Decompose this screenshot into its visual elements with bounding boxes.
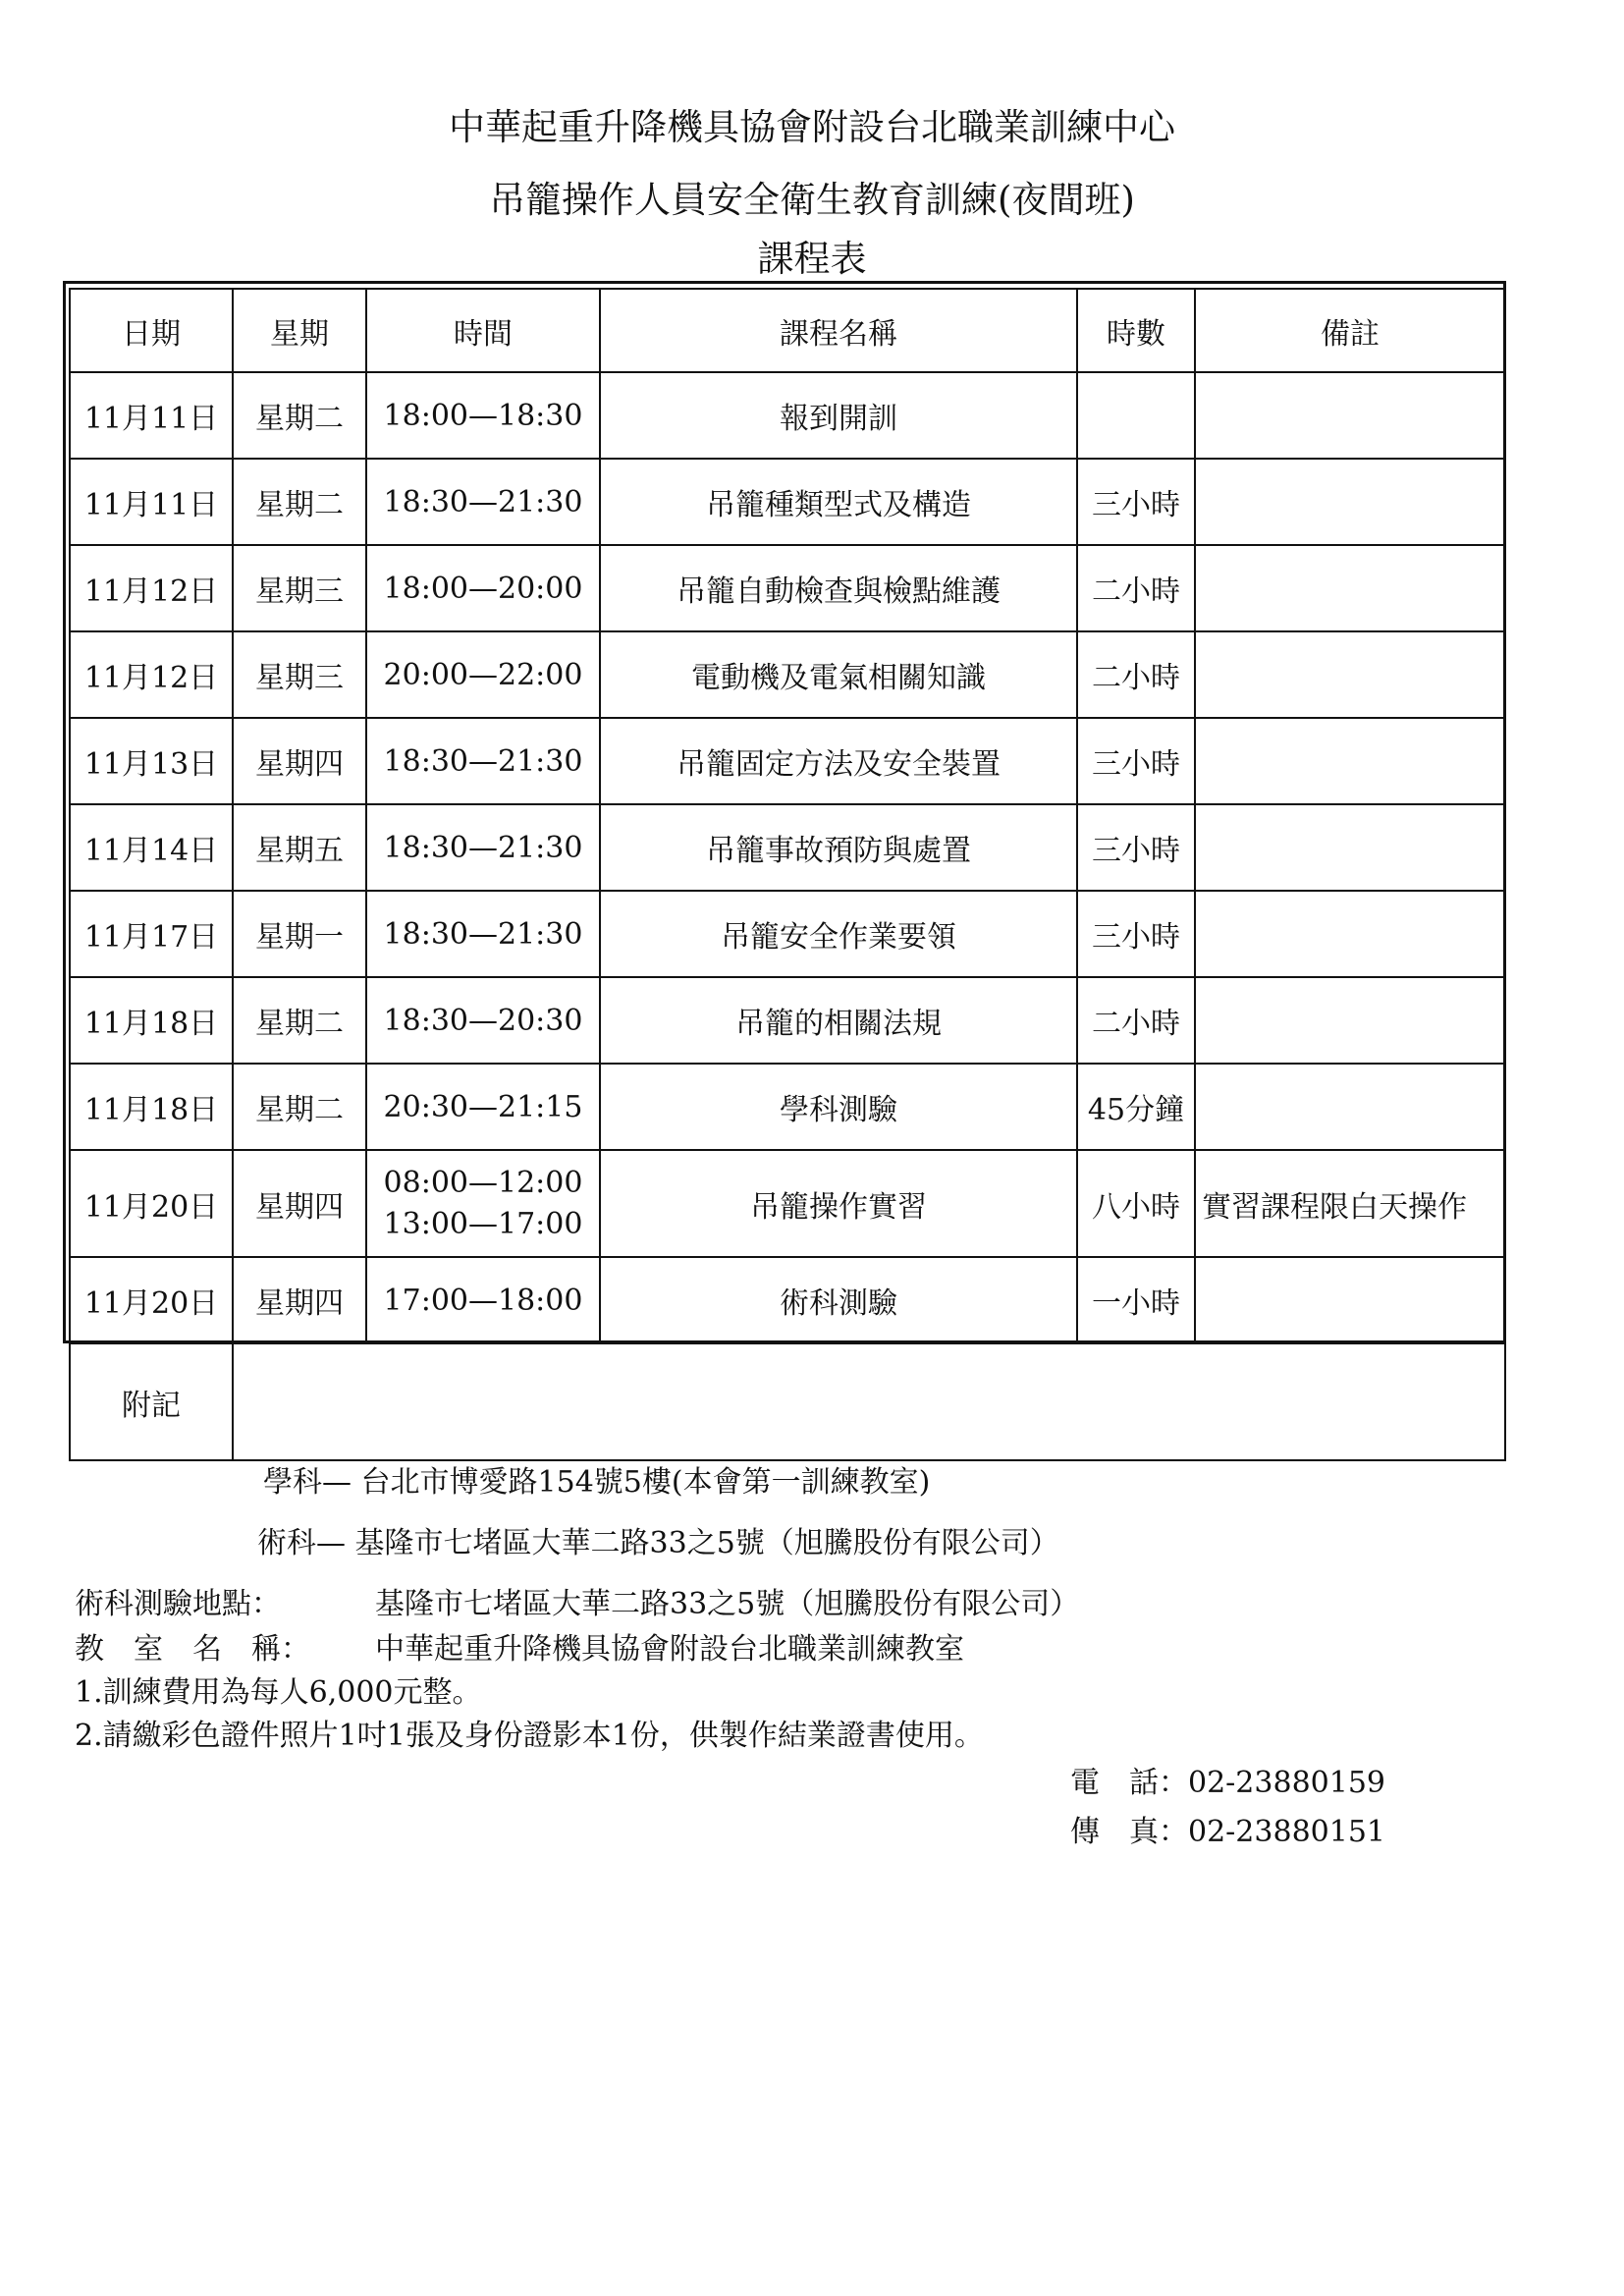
cell-course: 吊籠操作實習	[600, 1150, 1077, 1257]
academic-location-label: 學科—	[263, 1465, 352, 1500]
practical-location	[257, 1524, 1059, 1563]
table-row	[70, 1064, 1505, 1150]
cell-time: 18:30—21:30	[366, 459, 600, 545]
table-row	[70, 804, 1505, 891]
cell-date: 11月14日	[70, 804, 233, 891]
cell-hours: 三小時	[1077, 891, 1195, 977]
cell-time: 20:30—21:15	[366, 1064, 600, 1150]
cell-time-morning: 08:00—12:00	[383, 1165, 583, 1200]
cell-time: 18:30—21:30	[366, 718, 600, 804]
cell-weekday: 星期五	[233, 804, 366, 891]
cell-remark	[1195, 891, 1505, 977]
classroom-name-value: 中華起重升降機具協會附設台北職業訓練教室	[375, 1632, 964, 1667]
cell-course: 學科測驗	[600, 1064, 1077, 1150]
academic-location	[263, 1463, 930, 1503]
cell-date: 11月11日	[70, 372, 233, 459]
fax-contact	[1070, 1813, 1385, 1852]
column-header-date: 日期	[70, 289, 233, 372]
cell-hours: 二小時	[1077, 977, 1195, 1064]
cell-date: 11月20日	[70, 1257, 233, 1343]
practical-location-label: 術科—	[257, 1526, 346, 1560]
cell-remark	[1195, 459, 1505, 545]
cell-time: 18:30—20:30	[366, 977, 600, 1064]
cell-course: 報到開訓	[600, 372, 1077, 459]
cell-remark	[1195, 718, 1505, 804]
cell-date: 11月17日	[70, 891, 233, 977]
table-row	[70, 1150, 1505, 1257]
cell-time: 20:00—22:00	[366, 631, 600, 718]
cell-hours: 二小時	[1077, 545, 1195, 631]
schedule-subtitle: 課程表	[757, 238, 867, 280]
cell-course: 吊籠固定方法及安全裝置	[600, 718, 1077, 804]
fax-number: 02-23880151	[1188, 1815, 1386, 1849]
cell-time: 18:00—20:00	[366, 545, 600, 631]
cell-hours: 二小時	[1077, 631, 1195, 718]
cell-time: 17:00—18:00	[366, 1257, 600, 1343]
cell-time-afternoon: 13:00—17:00	[383, 1206, 583, 1241]
cell-weekday: 星期一	[233, 891, 366, 977]
cell-remark	[1195, 545, 1505, 631]
cell-weekday: 星期三	[233, 631, 366, 718]
cell-hours: 三小時	[1077, 804, 1195, 891]
cell-remark	[1195, 804, 1505, 891]
cell-date: 11月20日	[70, 1150, 233, 1257]
practical-test-location	[75, 1585, 1079, 1624]
practical-location-value: 基隆市七堵區大華二路33之5號（旭騰股份有限公司）	[354, 1526, 1059, 1560]
phone-number: 02-23880159	[1188, 1766, 1386, 1800]
cell-date: 11月18日	[70, 977, 233, 1064]
cell-hours: 一小時	[1077, 1257, 1195, 1343]
cell-remark	[1195, 977, 1505, 1064]
cell-hours: 三小時	[1077, 718, 1195, 804]
fax-label: 傳 真：	[1070, 1815, 1188, 1849]
cell-date: 11月12日	[70, 545, 233, 631]
column-header-weekday: 星期	[233, 289, 366, 372]
cell-time: 18:30—21:30	[366, 891, 600, 977]
documents-note: 2.請繳彩色證件照片1吋1張及身份證影本1份，供製作結業證書使用。	[75, 1719, 984, 1753]
cell-weekday: 星期四	[233, 1257, 366, 1343]
cell-date: 11月12日	[70, 631, 233, 718]
phone-contact	[1070, 1764, 1385, 1803]
cell-date: 11月18日	[70, 1064, 233, 1150]
cell-remark	[1195, 631, 1505, 718]
table-row	[70, 372, 1505, 459]
notes-label: 附記	[70, 1343, 233, 1460]
table-row	[70, 631, 1505, 718]
cell-time: 18:30—21:30	[366, 804, 600, 891]
cell-course: 吊籠種類型式及構造	[600, 459, 1077, 545]
organization-title: 中華起重升降機具協會附設台北職業訓練中心	[449, 106, 1175, 148]
column-header-course: 課程名稱	[600, 289, 1077, 372]
academic-location-value: 台北市博愛路154號5樓(本會第一訓練教室)	[360, 1465, 931, 1500]
column-header-time: 時間	[366, 289, 600, 372]
cell-weekday: 星期二	[233, 372, 366, 459]
cell-time	[366, 1150, 600, 1257]
course-title: 吊籠操作人員安全衛生教育訓練(夜間班)	[489, 179, 1135, 221]
cell-course: 吊籠安全作業要領	[600, 891, 1077, 977]
classroom-name-label: 教 室 名 稱：	[75, 1632, 310, 1667]
notes-row	[70, 1343, 1505, 1460]
cell-remark	[1195, 1064, 1505, 1150]
cell-weekday: 星期四	[233, 718, 366, 804]
table-header-row	[70, 289, 1505, 372]
table-row	[70, 718, 1505, 804]
notes-value	[233, 1343, 1505, 1460]
cell-weekday: 星期二	[233, 459, 366, 545]
cell-course: 吊籠自動檢查與檢點維護	[600, 545, 1077, 631]
table-row	[70, 459, 1505, 545]
cell-hours: 45分鐘	[1077, 1064, 1195, 1150]
column-header-remark: 備註	[1195, 289, 1505, 372]
cell-course: 術科測驗	[600, 1257, 1077, 1343]
cell-date: 11月11日	[70, 459, 233, 545]
fee-note: 1.訓練費用為每人6,000元整。	[75, 1675, 482, 1710]
phone-label: 電 話：	[1070, 1766, 1188, 1800]
cell-weekday: 星期二	[233, 1064, 366, 1150]
table-row	[70, 545, 1505, 631]
cell-remark	[1195, 1257, 1505, 1343]
cell-hours: 八小時	[1077, 1150, 1195, 1257]
practical-test-location-value: 基隆市七堵區大華二路33之5號（旭騰股份有限公司）	[375, 1587, 1080, 1621]
column-header-hours: 時數	[1077, 289, 1195, 372]
cell-time: 18:00—18:30	[366, 372, 600, 459]
cell-date: 11月13日	[70, 718, 233, 804]
cell-course: 吊籠的相關法規	[600, 977, 1077, 1064]
table-row	[70, 891, 1505, 977]
practical-test-location-label: 術科測驗地點：	[75, 1587, 281, 1621]
table-row	[70, 1257, 1505, 1343]
cell-remark	[1195, 372, 1505, 459]
cell-hours: 三小時	[1077, 459, 1195, 545]
cell-course: 吊籠事故預防與處置	[600, 804, 1077, 891]
cell-weekday: 星期二	[233, 977, 366, 1064]
cell-weekday: 星期三	[233, 545, 366, 631]
schedule-table	[69, 288, 1506, 1461]
table-row	[70, 977, 1505, 1064]
cell-remark: 實習課程限白天操作	[1195, 1150, 1505, 1257]
classroom-name	[75, 1630, 964, 1669]
cell-hours	[1077, 372, 1195, 459]
cell-weekday: 星期四	[233, 1150, 366, 1257]
cell-course: 電動機及電氣相關知識	[600, 631, 1077, 718]
